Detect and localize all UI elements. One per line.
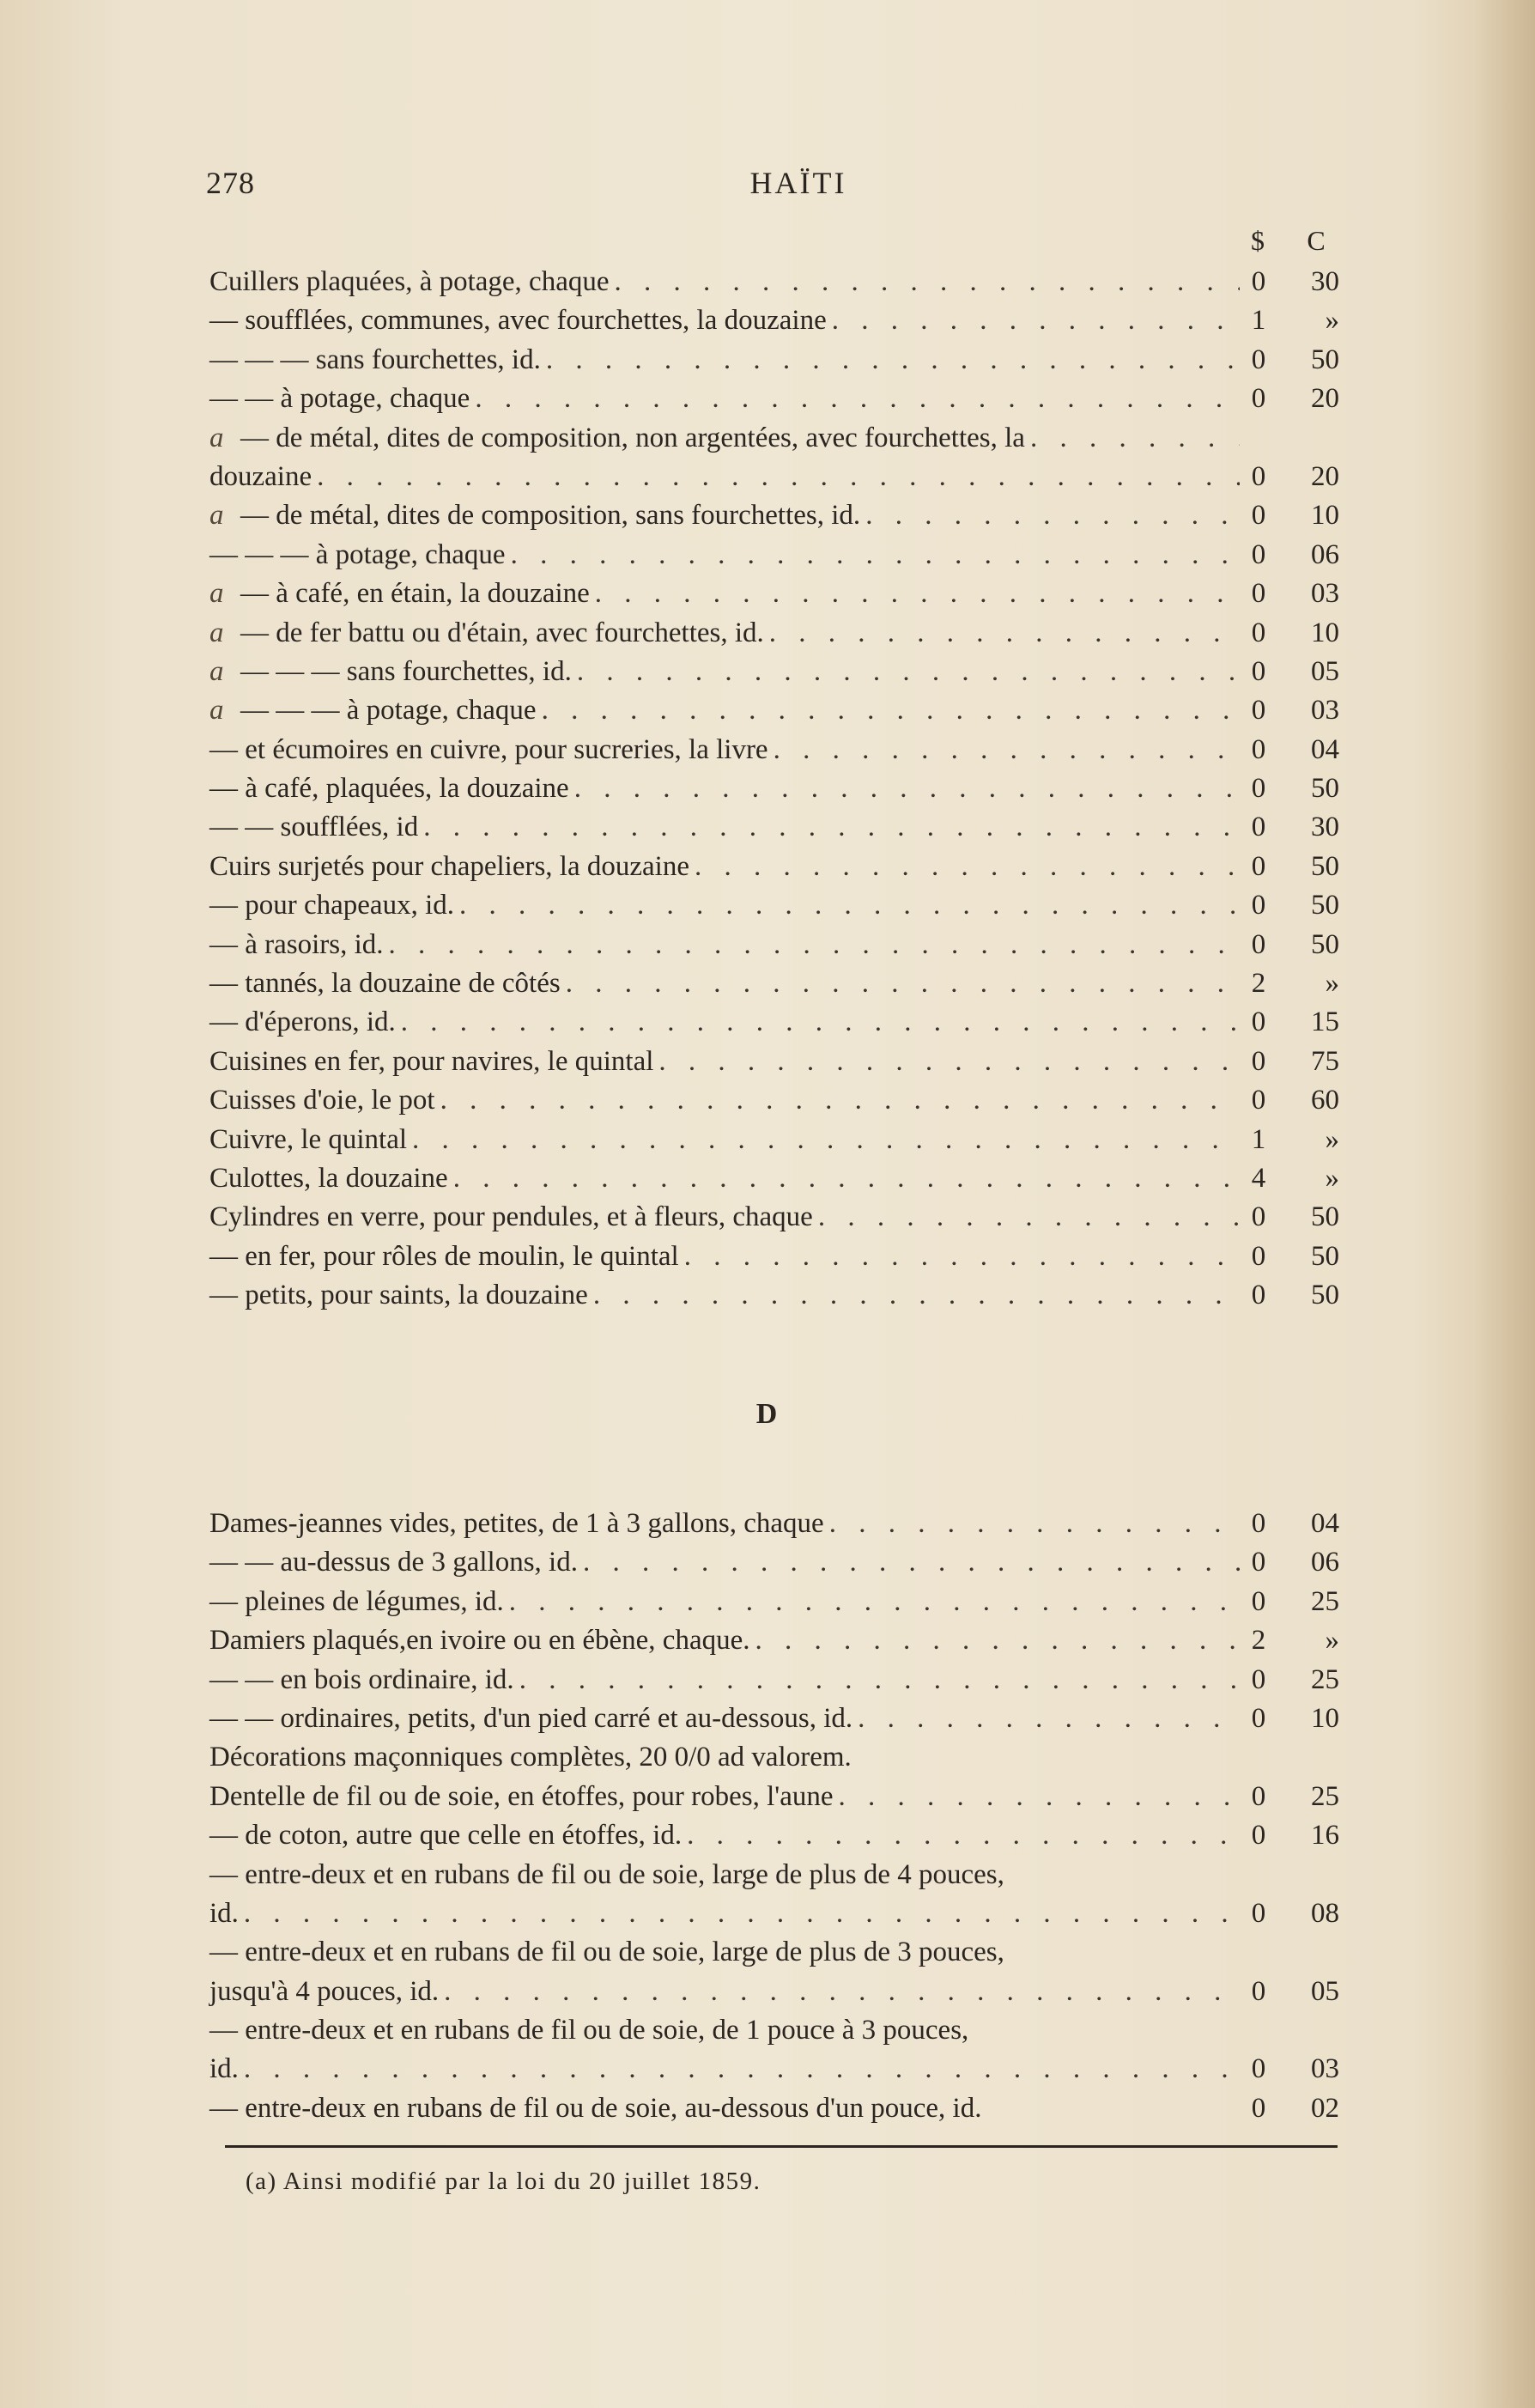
price-dollars: 0 bbox=[1251, 1897, 1266, 1929]
table-row bbox=[209, 1856, 1339, 1894]
price-dollars: 0 bbox=[1251, 460, 1266, 492]
price-cents: 50 bbox=[1311, 1201, 1339, 1233]
table-row bbox=[209, 1505, 1339, 1543]
dot-leader bbox=[519, 1661, 1240, 1700]
item-text: — — en bois ordinaire, id. bbox=[209, 1663, 514, 1695]
running-head: HAÏTI bbox=[749, 166, 847, 200]
table-row bbox=[209, 1738, 1339, 1777]
item-label bbox=[209, 1081, 435, 1120]
price-dollars: 0 bbox=[1251, 1201, 1266, 1233]
dot-leader bbox=[583, 1543, 1240, 1582]
item-label bbox=[209, 1621, 750, 1660]
table-row bbox=[209, 2050, 1339, 2089]
price-cents: 05 bbox=[1311, 1975, 1339, 2007]
table-row bbox=[209, 691, 1339, 730]
table-row bbox=[209, 1661, 1339, 1700]
dot-leader bbox=[423, 808, 1240, 847]
dot-leader bbox=[769, 614, 1240, 653]
price-dollars: 4 bbox=[1251, 1162, 1266, 1194]
item-label bbox=[209, 263, 610, 301]
dot-leader bbox=[829, 1505, 1240, 1543]
price-cents: 03 bbox=[1311, 578, 1339, 610]
item-text: — — — à potage, chaque bbox=[209, 538, 506, 570]
item-label bbox=[209, 2050, 239, 2089]
table-row bbox=[209, 419, 1339, 458]
price-dollars: 0 bbox=[1251, 500, 1266, 532]
table-row bbox=[209, 653, 1339, 691]
item-text: Dames-jeannes vides, petites, de 1 à 3 gallons, chaque bbox=[209, 1508, 824, 1539]
price-dollars: 1 bbox=[1251, 1123, 1266, 1155]
item-text: — d'éperons, id. bbox=[209, 1006, 396, 1038]
table-row bbox=[209, 614, 1339, 653]
dot-leader bbox=[244, 1894, 1240, 1933]
price-dollars: 0 bbox=[1251, 538, 1266, 570]
price-dollars: 0 bbox=[1251, 1820, 1266, 1852]
price-cents: 75 bbox=[1311, 1045, 1339, 1077]
table-row bbox=[209, 1198, 1339, 1237]
price-cents: 25 bbox=[1311, 1585, 1339, 1617]
item-label bbox=[209, 1700, 852, 1738]
item-text: — à rasoirs, id. bbox=[209, 928, 384, 960]
price-dollars: 0 bbox=[1251, 773, 1266, 805]
table-row bbox=[209, 1159, 1339, 1198]
dot-leader bbox=[593, 1276, 1240, 1315]
item-label bbox=[209, 301, 827, 340]
price-dollars: 0 bbox=[1251, 1508, 1266, 1539]
footnote-marker: a bbox=[209, 578, 224, 610]
item-label bbox=[209, 2089, 981, 2128]
item-label bbox=[209, 1505, 824, 1543]
item-text: jusqu'à 4 pouces, id. bbox=[209, 1975, 440, 2007]
item-label bbox=[209, 653, 572, 691]
item-label bbox=[209, 1583, 504, 1621]
dot-leader bbox=[509, 1583, 1240, 1621]
table-row bbox=[209, 1043, 1339, 1081]
dot-leader bbox=[684, 1237, 1240, 1276]
price-cents: 25 bbox=[1311, 1780, 1339, 1812]
item-label bbox=[209, 1973, 439, 2011]
item-label bbox=[209, 1661, 514, 1700]
footnote-marker: a bbox=[209, 500, 224, 532]
price-cents: 16 bbox=[1311, 1820, 1339, 1852]
table-row bbox=[209, 926, 1339, 964]
price-dollars: 2 bbox=[1251, 968, 1266, 1000]
dot-leader bbox=[865, 496, 1240, 535]
item-text: — de fer battu ou d'étain, avec fourchettes, id. bbox=[240, 617, 764, 648]
price-dollars: 0 bbox=[1251, 655, 1266, 687]
item-text: — entre-deux et en rubans de fil ou de soie, large de plus de 3 pouces, bbox=[209, 1937, 1004, 1968]
dot-leader bbox=[774, 731, 1240, 769]
item-text: — entre-deux et en rubans de fil ou de soie, large de plus de 4 pouces, bbox=[209, 1858, 1004, 1890]
price-cents: 50 bbox=[1311, 773, 1339, 805]
table-row bbox=[209, 1543, 1339, 1582]
item-label bbox=[209, 1894, 239, 1933]
price-dollars: 0 bbox=[1251, 1702, 1266, 1734]
item-text: Cuisses d'oie, le pot bbox=[209, 1085, 435, 1116]
item-label bbox=[209, 731, 768, 769]
table-row bbox=[209, 964, 1339, 1003]
price-dollars: 0 bbox=[1251, 812, 1266, 843]
price-dollars: 0 bbox=[1251, 1585, 1266, 1617]
dot-leader bbox=[858, 1700, 1240, 1738]
price-cents: 50 bbox=[1311, 1240, 1339, 1272]
dot-leader bbox=[818, 1198, 1240, 1237]
price-dollars: 0 bbox=[1251, 1045, 1266, 1077]
item-text: — — — sans fourchettes, id. bbox=[240, 655, 572, 687]
table-row bbox=[209, 1276, 1339, 1315]
table-row bbox=[209, 341, 1339, 380]
table-row bbox=[209, 458, 1339, 496]
item-text: Cylindres en verre, pour pendules, et à fleurs, chaque bbox=[209, 1201, 813, 1233]
item-text: Décorations maçonniques complètes, 20 0/0 ad valorem. bbox=[209, 1742, 852, 1773]
table-row bbox=[209, 1621, 1339, 1660]
item-label bbox=[209, 614, 764, 653]
item-label bbox=[209, 1738, 852, 1777]
item-label bbox=[209, 1543, 578, 1582]
dot-leader bbox=[444, 1973, 1240, 2011]
dot-leader bbox=[542, 691, 1240, 730]
item-label bbox=[209, 848, 689, 886]
price-cents: 03 bbox=[1311, 2053, 1339, 2085]
dot-leader bbox=[401, 1003, 1240, 1042]
item-label bbox=[209, 926, 384, 964]
price-dollars: 0 bbox=[1251, 2092, 1266, 2124]
price-cents: 06 bbox=[1311, 538, 1339, 570]
price-dollars: 0 bbox=[1251, 1663, 1266, 1695]
page-number: 278 bbox=[206, 166, 255, 200]
dot-leader bbox=[511, 536, 1240, 575]
item-text: — de coton, autre que celle en étoffes, id. bbox=[209, 1820, 683, 1852]
price-dollars: 0 bbox=[1251, 1085, 1266, 1116]
item-text: — — ordinaires, petits, d'un pied carré et au-dessous, id. bbox=[209, 1702, 853, 1734]
price-cents: 50 bbox=[1311, 928, 1339, 960]
price-dollars: 0 bbox=[1251, 1240, 1266, 1272]
page-header bbox=[206, 165, 1339, 208]
price-cents: 15 bbox=[1311, 1006, 1339, 1038]
item-text: — à café, en étain, la douzaine bbox=[240, 578, 590, 610]
price-cents: » bbox=[1325, 1162, 1339, 1194]
price-cents: 60 bbox=[1311, 1085, 1339, 1116]
item-text: — en fer, pour rôles de moulin, le quintal bbox=[209, 1240, 679, 1272]
table-row bbox=[209, 1583, 1339, 1621]
table-row bbox=[209, 1816, 1339, 1855]
price-cents: » bbox=[1325, 1625, 1339, 1657]
dollars-column-header: $ bbox=[1251, 225, 1265, 256]
item-label bbox=[209, 886, 454, 925]
item-label bbox=[209, 496, 860, 535]
price-dollars: 0 bbox=[1251, 1547, 1266, 1578]
price-cents: 20 bbox=[1311, 460, 1339, 492]
cents-column-header: C bbox=[1307, 225, 1326, 256]
price-dollars: 0 bbox=[1251, 2053, 1266, 2085]
item-label bbox=[209, 1121, 407, 1159]
footnote-marker: a bbox=[209, 422, 224, 453]
item-label bbox=[209, 458, 312, 496]
price-dollars: 0 bbox=[1251, 850, 1266, 882]
item-label bbox=[209, 341, 541, 380]
dot-leader bbox=[566, 964, 1240, 1003]
item-label bbox=[209, 769, 569, 808]
dot-leader bbox=[658, 1043, 1240, 1081]
price-cents: 02 bbox=[1311, 2092, 1339, 2124]
dot-leader bbox=[475, 380, 1240, 418]
footnote-marker: a bbox=[209, 655, 224, 687]
dot-leader bbox=[440, 1081, 1240, 1120]
dot-leader bbox=[615, 263, 1241, 301]
item-label bbox=[209, 1159, 448, 1198]
price-dollars: 2 bbox=[1251, 1625, 1266, 1657]
tariff-list-d bbox=[209, 1505, 1339, 2128]
price-cents: 30 bbox=[1311, 812, 1339, 843]
price-cents: 04 bbox=[1311, 733, 1339, 765]
section-heading: D bbox=[755, 1398, 780, 1430]
item-text: Damiers plaqués,en ivoire ou en ébène, chaque. bbox=[209, 1625, 750, 1657]
item-label bbox=[209, 964, 561, 1003]
item-label bbox=[209, 419, 1025, 458]
price-cents: 20 bbox=[1311, 383, 1339, 415]
item-text: — petits, pour saints, la douzaine bbox=[209, 1280, 588, 1311]
item-text: — — — à potage, chaque bbox=[240, 695, 537, 727]
dot-leader bbox=[1030, 419, 1240, 458]
item-label bbox=[209, 2011, 968, 2050]
price-cents: 10 bbox=[1311, 500, 1339, 532]
item-text: — soufflées, communes, avec fourchettes, la douzaine bbox=[209, 305, 827, 337]
price-cents: » bbox=[1325, 1123, 1339, 1155]
currency-column-headers bbox=[1236, 225, 1338, 259]
item-text: — — au-dessus de 3 gallons, id. bbox=[209, 1547, 578, 1578]
item-text: Cuirs surjetés pour chapeliers, la douzaine bbox=[209, 850, 689, 882]
dot-leader bbox=[595, 575, 1240, 613]
price-cents: 04 bbox=[1311, 1508, 1339, 1539]
table-row bbox=[209, 1237, 1339, 1276]
item-label bbox=[209, 1003, 396, 1042]
price-cents: 06 bbox=[1311, 1547, 1339, 1578]
table-row bbox=[209, 301, 1339, 340]
table-row bbox=[209, 731, 1339, 769]
table-row bbox=[209, 575, 1339, 613]
price-cents: » bbox=[1325, 968, 1339, 1000]
table-row bbox=[209, 2011, 1339, 2050]
price-cents: 08 bbox=[1311, 1897, 1339, 1929]
item-text: — pleines de légumes, id. bbox=[209, 1585, 504, 1617]
table-row bbox=[209, 769, 1339, 808]
dot-leader bbox=[832, 301, 1240, 340]
item-label bbox=[209, 1933, 1004, 1972]
item-text: — et écumoires en cuivre, pour sucreries, la livre bbox=[209, 733, 768, 765]
dot-leader bbox=[453, 1159, 1240, 1198]
dot-leader bbox=[839, 1778, 1240, 1816]
item-text: Cuillers plaquées, à potage, chaque bbox=[209, 266, 610, 297]
price-dollars: 1 bbox=[1251, 305, 1266, 337]
item-text: — entre-deux en rubans de fil ou de soie, au-dessous d'un pouce, id. bbox=[209, 2092, 982, 2124]
dot-leader bbox=[546, 341, 1240, 380]
price-cents: 25 bbox=[1311, 1663, 1339, 1695]
item-text: Cuisines en fer, pour navires, le quintal bbox=[209, 1045, 654, 1077]
table-row bbox=[209, 1121, 1339, 1159]
price-dollars: 0 bbox=[1251, 695, 1266, 727]
dot-leader bbox=[412, 1121, 1240, 1159]
table-row bbox=[209, 1003, 1339, 1042]
item-text: — — — sans fourchettes, id. bbox=[209, 344, 541, 375]
item-text: — à café, plaquées, la douzaine bbox=[209, 773, 569, 805]
item-text: Dentelle de fil ou de soie, en étoffes, pour robes, l'aune bbox=[209, 1780, 834, 1812]
price-cents: 10 bbox=[1311, 617, 1339, 648]
price-cents: 50 bbox=[1311, 890, 1339, 921]
price-cents: 50 bbox=[1311, 850, 1339, 882]
table-row bbox=[209, 1894, 1339, 1933]
footnote-marker: a bbox=[209, 695, 224, 727]
table-row bbox=[209, 1081, 1339, 1120]
item-text: — — soufflées, id bbox=[209, 812, 419, 843]
footnote-rule bbox=[225, 2145, 1338, 2148]
table-row bbox=[209, 380, 1339, 418]
price-cents: 50 bbox=[1311, 344, 1339, 375]
item-label bbox=[209, 575, 590, 613]
table-row bbox=[209, 496, 1339, 535]
item-label bbox=[209, 1856, 1004, 1894]
item-text: douzaine bbox=[209, 460, 312, 492]
item-text: id. bbox=[209, 2053, 239, 2085]
footnote-marker: a bbox=[209, 617, 224, 648]
price-cents: 05 bbox=[1311, 655, 1339, 687]
dot-leader bbox=[687, 1816, 1240, 1855]
price-dollars: 0 bbox=[1251, 928, 1266, 960]
footnote: (a) Ainsi modifié par la loi du 20 juillet 1859. bbox=[246, 2168, 761, 2195]
item-text: id. bbox=[209, 1897, 239, 1929]
dot-leader bbox=[577, 653, 1240, 691]
table-row bbox=[209, 848, 1339, 886]
dot-leader bbox=[459, 886, 1240, 925]
table-row bbox=[209, 1778, 1339, 1816]
price-cents: 30 bbox=[1311, 266, 1339, 297]
tariff-list-c bbox=[209, 263, 1339, 1316]
table-row bbox=[209, 886, 1339, 925]
dot-leader bbox=[389, 926, 1240, 964]
dot-leader bbox=[755, 1621, 1241, 1660]
price-cents: 03 bbox=[1311, 695, 1339, 727]
item-text: — tannés, la douzaine de côtés bbox=[209, 968, 561, 1000]
item-label bbox=[209, 808, 418, 847]
item-label bbox=[209, 1276, 588, 1315]
price-dollars: 0 bbox=[1251, 383, 1266, 415]
price-cents: 10 bbox=[1311, 1702, 1339, 1734]
item-label bbox=[209, 1778, 834, 1816]
table-row bbox=[209, 808, 1339, 847]
item-text: — entre-deux et en rubans de fil ou de soie, de 1 pouce à 3 pouces, bbox=[209, 2015, 969, 2046]
item-label bbox=[209, 536, 506, 575]
price-cents: 50 bbox=[1311, 1280, 1339, 1311]
price-dollars: 0 bbox=[1251, 578, 1266, 610]
item-text: — — à potage, chaque bbox=[209, 383, 470, 415]
item-text: Cuivre, le quintal bbox=[209, 1123, 408, 1155]
item-label bbox=[209, 1816, 682, 1855]
table-row bbox=[209, 1973, 1339, 2011]
item-text: Culottes, la douzaine bbox=[209, 1162, 448, 1194]
price-cents: » bbox=[1325, 305, 1339, 337]
price-dollars: 0 bbox=[1251, 266, 1266, 297]
price-dollars: 0 bbox=[1251, 1006, 1266, 1038]
item-text: — de métal, dites de composition, non argentées, avec fourchettes, la bbox=[240, 422, 1025, 453]
item-label bbox=[209, 1237, 679, 1276]
dot-leader bbox=[317, 458, 1240, 496]
price-dollars: 0 bbox=[1251, 344, 1266, 375]
dot-leader bbox=[695, 848, 1240, 886]
table-row bbox=[209, 1700, 1339, 1738]
table-row bbox=[209, 1933, 1339, 1972]
item-label bbox=[209, 1043, 653, 1081]
item-label bbox=[209, 1198, 813, 1237]
item-text: — de métal, dites de composition, sans fourchettes, id. bbox=[240, 500, 861, 532]
item-text: — pour chapeaux, id. bbox=[209, 890, 454, 921]
dot-leader bbox=[574, 769, 1240, 808]
item-label bbox=[209, 380, 470, 418]
price-dollars: 0 bbox=[1251, 1280, 1266, 1311]
table-row bbox=[209, 263, 1339, 301]
price-dollars: 0 bbox=[1251, 617, 1266, 648]
page-edge-shadow bbox=[1475, 0, 1535, 2408]
item-label bbox=[209, 691, 537, 730]
dot-leader bbox=[244, 2050, 1240, 2089]
table-row bbox=[209, 2089, 1339, 2128]
price-dollars: 0 bbox=[1251, 1975, 1266, 2007]
table-row bbox=[209, 536, 1339, 575]
price-dollars: 0 bbox=[1251, 733, 1266, 765]
price-dollars: 0 bbox=[1251, 890, 1266, 921]
price-dollars: 0 bbox=[1251, 1780, 1266, 1812]
